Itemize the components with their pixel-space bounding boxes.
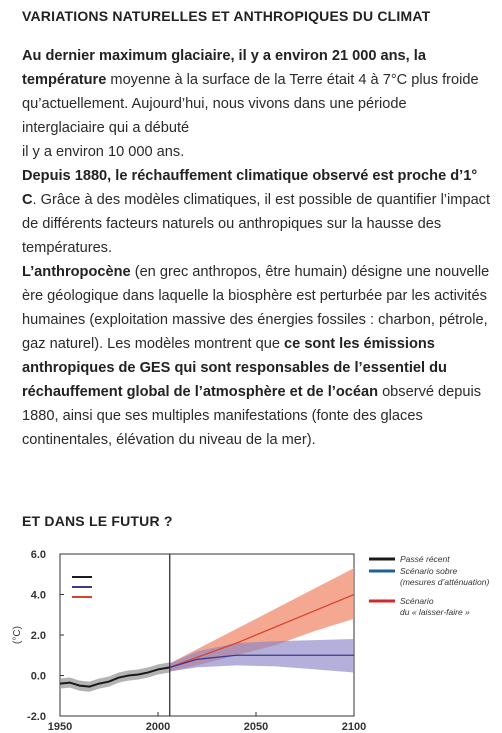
x-tick-label: 1950 (47, 721, 73, 733)
legend-label: Scénario sobre (400, 566, 458, 576)
x-tick-label: 2000 (145, 721, 171, 733)
x-tick-label: 2050 (243, 721, 269, 733)
paragraph (22, 44, 492, 140)
bold-text: Au dernier maximum glaciaire, il y a environ 21 000 ans, la (22, 48, 426, 64)
text-run: il y a environ 10 000 ans. (22, 144, 185, 160)
text-run: moyenne à la surface de la Terre était 4 à 7°C plus froide qu’actuellement. Aujourd’hui, nous vivons dans une période interglaciaire qui a débuté (22, 72, 479, 136)
legend-label: du « laisser-faire » (400, 607, 470, 617)
y-tick-label: 2.0 (30, 630, 46, 642)
paragraph (22, 164, 492, 260)
y-axis-label: (°C) (12, 626, 23, 644)
text-run: observé depuis 1880, ainsi que ses multiples manifestations (fonte des glaces continentales, élévation du niveau de la mer). (22, 384, 482, 448)
y-tick-label: -2.0 (27, 711, 46, 723)
paragraph (22, 140, 492, 164)
plot-frame (60, 554, 354, 716)
bold-text: température (22, 72, 107, 88)
future-section-title: ET DANS LE FUTUR ? (22, 513, 173, 529)
legend-label: Scénario (400, 596, 434, 606)
temperature-chart (0, 540, 502, 733)
section-title: VARIATIONS NATURELLES ET ANTHROPIQUES DU CLIMAT (22, 8, 431, 24)
y-tick-label: 6.0 (30, 549, 46, 561)
y-tick-label: 0.0 (30, 670, 46, 683)
text-run: . Grâce à des modèles climatiques, il est possible de quantifier l’impact de différents facteurs naturels ou anthropiques sur la hausse des températures. (22, 192, 491, 256)
body-text (22, 44, 492, 452)
y-tick-label: 4.0 (30, 589, 46, 602)
bold-text: L’anthropocène (22, 264, 131, 280)
paragraph (22, 260, 492, 452)
text-run: (en grec anthropos, être humain) désigne une nouvelle ère géologique dans laquelle la biosphère est perturbée par les activités humaines (exploitation massive des énergies fossiles : charbon, pétrole, gaz naturel). Les modèles montrent que (22, 264, 490, 352)
bold-text: Depuis 1880, le réchauffement climatique observé est proche d’1° C (22, 168, 478, 208)
x-tick-label: 2100 (341, 721, 367, 733)
bold-text: ce sont les émissions anthropiques de GES qui sont responsables de l’essentiel du réchauffement global de l’atmosphère et de l’océan (22, 336, 447, 400)
legend-label: Passé récent (400, 554, 450, 564)
legend-label: (mesures d’atténuation) (400, 577, 490, 587)
